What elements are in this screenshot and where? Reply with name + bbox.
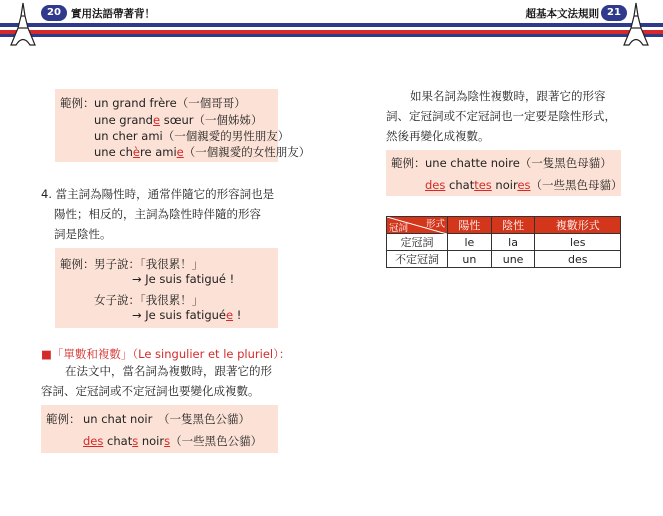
table-corner-cell [387, 217, 448, 234]
example-label: 範例： [60, 96, 95, 110]
plural-paragraph: 在法文中，當名詞為複數時，跟著它的形 容詞、定冠詞或不定冠詞也要變化成複數。 [41, 364, 272, 398]
highlighted-ending: e [152, 113, 161, 127]
example-line: 男子說：「我很累！」 [94, 257, 204, 271]
table-cell: une [491, 251, 535, 268]
highlighted-ending: e [226, 308, 234, 322]
highlighted-ending: s [164, 434, 171, 448]
row-header: 不定冠詞 [387, 251, 448, 268]
eiffel-tower-icon [8, 2, 38, 46]
page-number-right: 21 [601, 5, 627, 21]
example-line: une chatte noire（一隻黑色母貓） [425, 156, 612, 170]
header-stripe-blue-lower [0, 34, 663, 37]
section-heading: ■「單數和複數」（Le singulier et le pluriel）： [41, 347, 291, 361]
column-header: 陽性 [448, 217, 492, 234]
row-header: 定冠詞 [387, 234, 448, 251]
eiffel-tower-icon [621, 2, 651, 46]
table-cell: les [535, 234, 621, 251]
page-number-left: 20 [41, 5, 67, 21]
highlighted-ending: es [517, 178, 531, 192]
article-table [386, 216, 621, 268]
example-line: → Je suis fatiguée ! [132, 308, 242, 322]
page-header [0, 0, 663, 46]
example-line: → Je suis fatigué ! [132, 272, 235, 286]
example-line: un grand frère（一個哥哥） [94, 96, 246, 110]
table-cell: des [535, 251, 621, 268]
column-header: 陰性 [491, 217, 535, 234]
chapter-title: 超基本文法規則 [525, 8, 599, 20]
example-line: un cher ami（一個親愛的男性朋友） [94, 129, 290, 143]
table-row [387, 234, 621, 251]
example-label: 範例： [391, 156, 426, 170]
point-4-paragraph: 4. 當主詞為陽性時，通常伴隨它的形容詞也是 陽性；相反的，主詞為陰性時伴隨的形容 詞是陰性。 [41, 187, 275, 241]
example-line: un chat noir （一隻黑色公貓） [83, 412, 251, 426]
highlighted-article: des [83, 434, 104, 448]
highlighted-ending: è [132, 145, 140, 159]
example-line: une grande sœur（一個姊姊） [94, 113, 263, 127]
corner-label-form: 形式 [425, 219, 445, 230]
table-cell: la [491, 234, 535, 251]
highlighted-ending: s [132, 434, 139, 448]
example-line: une chère amie（一個親愛的女性朋友） [94, 145, 311, 159]
book-title: 實用法語帶著背！ [71, 8, 155, 20]
example-label: 範例： [60, 257, 95, 271]
example-line: 女子說：「我很累！」 [94, 293, 204, 307]
highlighted-ending: tes [474, 178, 492, 192]
example-line: des chattes noires（一些黑色母貓） [425, 178, 623, 192]
table-row [387, 251, 621, 268]
example-line: des chats noirs（一些黑色公貓） [83, 434, 263, 448]
highlighted-article: des [425, 178, 446, 192]
corner-label-article: 冠詞 [389, 223, 409, 234]
table-cell: le [448, 234, 492, 251]
column-header: 複數形式 [535, 217, 621, 234]
example-label: 範例： [46, 412, 81, 426]
table-cell: un [448, 251, 492, 268]
square-bullet-icon: ■ [41, 347, 52, 361]
highlighted-ending: e [176, 145, 184, 159]
table-header-row [387, 217, 621, 234]
feminine-plural-paragraph: 如果名詞為陰性複數時，跟著它的形容 詞、定冠詞或不定冠詞也一定要是陰性形式， 然後再變化成複數。 [386, 89, 616, 143]
